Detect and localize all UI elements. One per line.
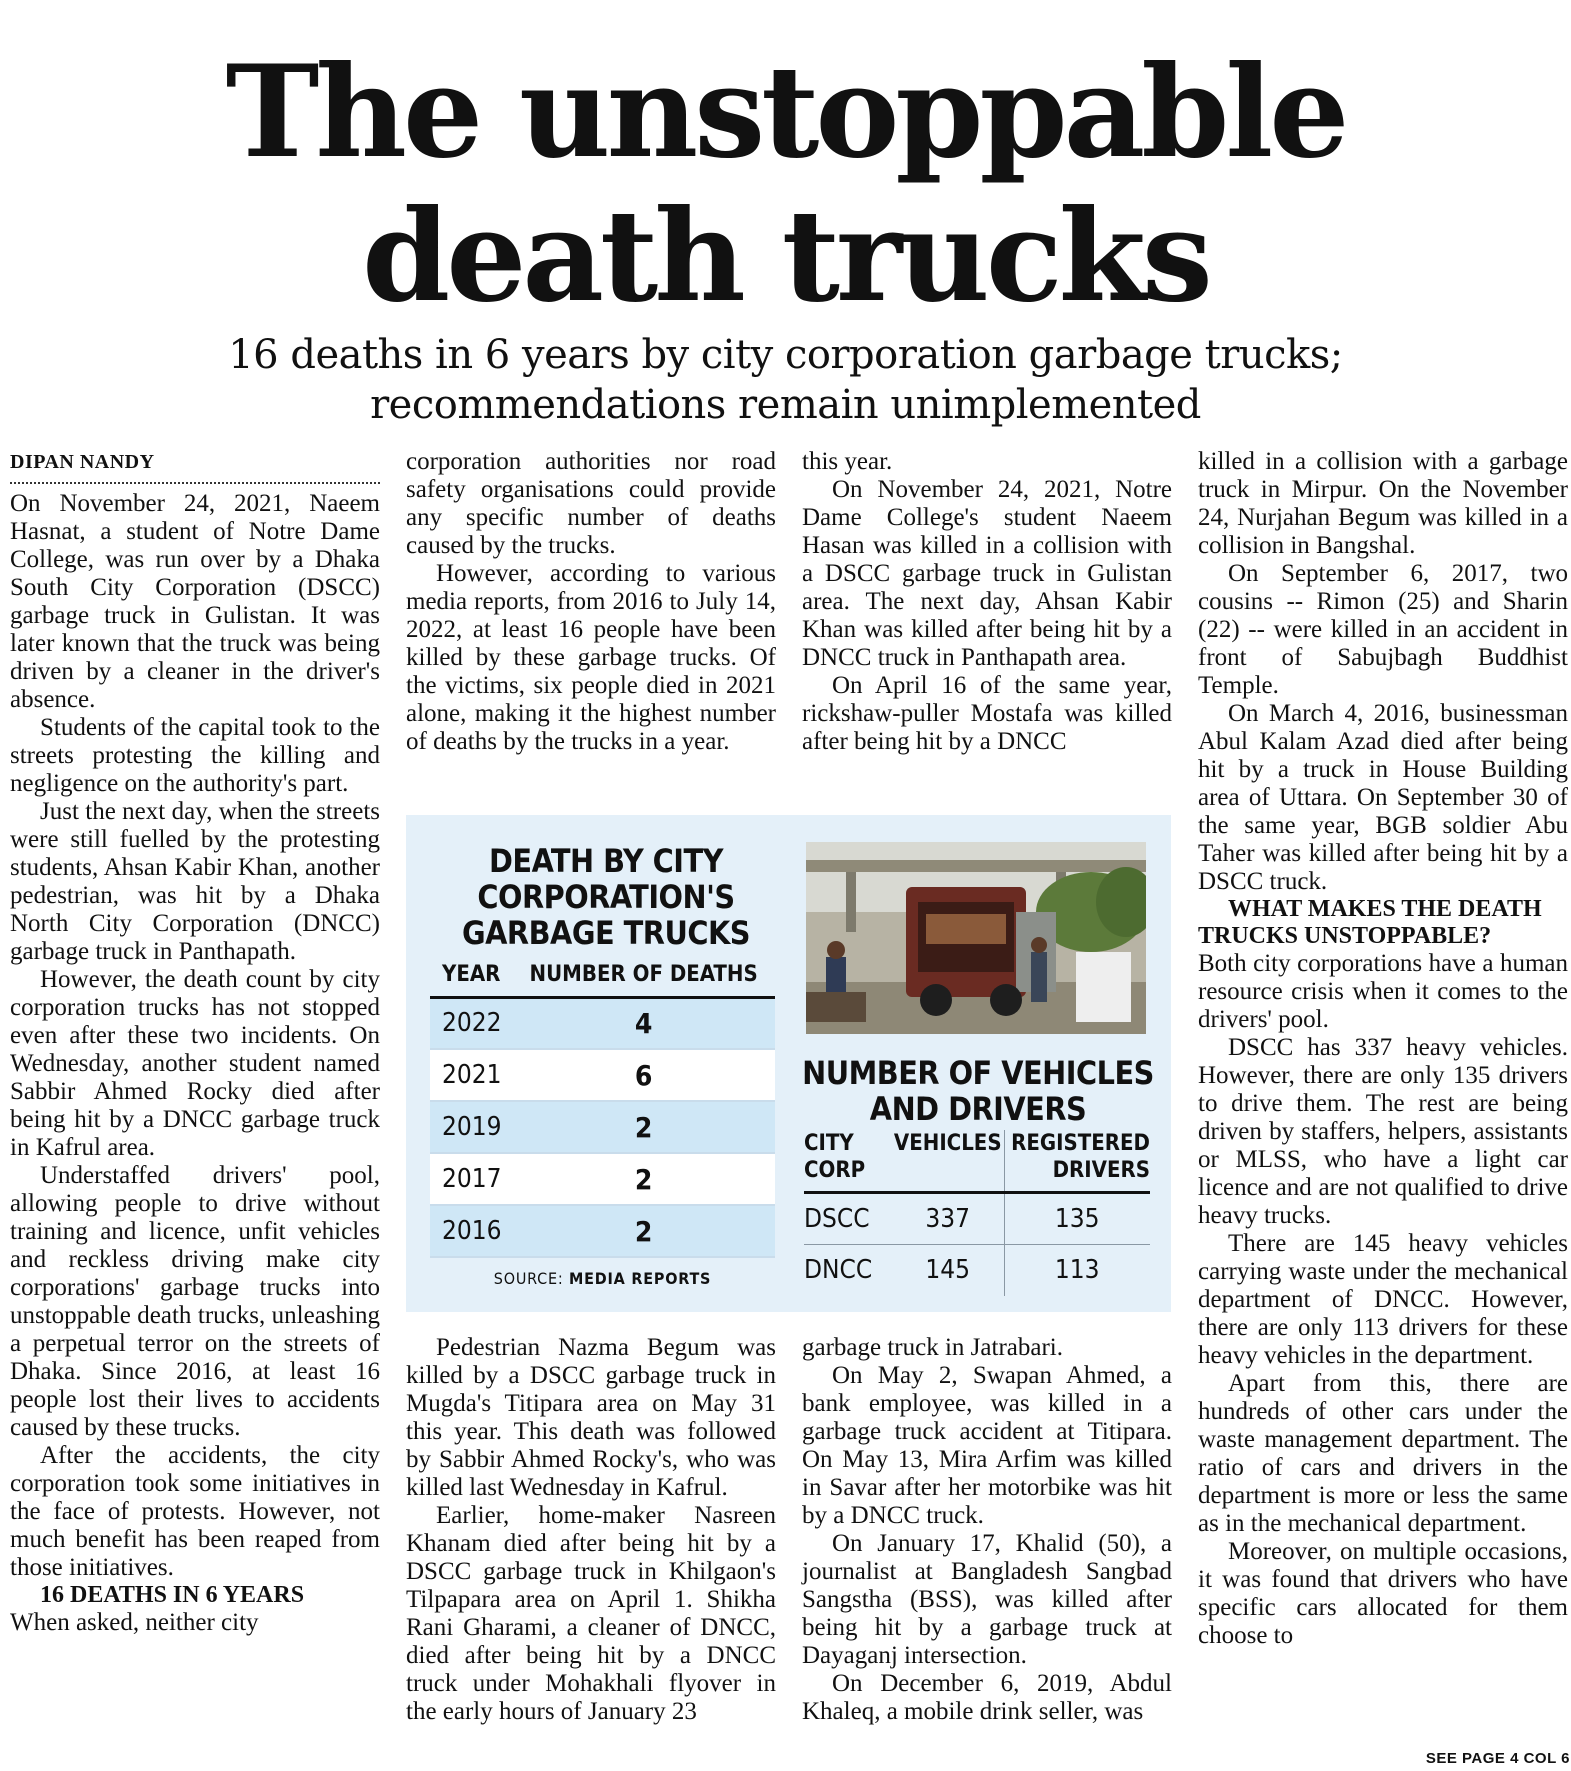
paragraph: Both city corporations have a human resource crisis when it comes to the drivers' pool. (1198, 950, 1568, 1033)
city-corp-cell: DNCC (804, 1255, 873, 1286)
article-column-2-top (406, 448, 776, 756)
article-column-4 (1198, 448, 1568, 1650)
paragraph: killed in a collision with a garbage truck in Mirpur. On the November 24, Nurjahan Begum was killed in a collision in Bangshal. (1198, 448, 1568, 559)
column-header-city-corp: CITY CORP (804, 1130, 892, 1192)
infographic (406, 815, 1171, 1312)
deaths-cell: 6 (512, 1049, 775, 1101)
city-corp-cell: DSCC (804, 1192, 892, 1244)
paragraph: Moreover, on multiple occasions, it was found that drivers who have specific cars allocated for them choose to (1198, 1538, 1568, 1649)
article-column-2-bottom (406, 1334, 776, 1726)
drivers-cell: 135 (1004, 1192, 1150, 1244)
paragraph: On November 24, 2021, Naeem Hasnat, a student of Notre Dame College, was run over by a Dhaka South City Corporation (DSCC) garbage truck in Gulistan. It was later known that the truck was being driven by a cleaner in the driver's absence. (10, 490, 380, 713)
table-row (430, 1049, 775, 1101)
source-note (430, 1269, 775, 1288)
continued-jump-line: SEE PAGE 4 COL 6 (1425, 1750, 1570, 1767)
section-subheading: 16 DEATHS IN 6 YEARS (40, 1582, 305, 1608)
vehicles-drivers-table (804, 1130, 1150, 1296)
garbage-truck-photo (806, 842, 1146, 1034)
subheadline-line-2: recommendations remain unimplemented (370, 382, 1201, 428)
table-row (430, 1101, 775, 1153)
column-header-deaths: NUMBER OF DEATHS (512, 953, 775, 997)
table-row (804, 1244, 1150, 1296)
source-value: MEDIA REPORTS (568, 1269, 712, 1288)
paragraph: DSCC has 337 heavy vehicles. However, there are only 135 drivers to drive them. The rest are being driven by staffers, helpers, assistants or MLSS, who have a light car licence and are not qualified to drive heavy trucks. (1198, 1034, 1568, 1229)
paragraph: On April 16 of the same year, rickshaw-puller Mostafa was killed after being hit by a DNCC (802, 672, 1172, 755)
drivers-cell: 113 (1054, 1255, 1100, 1286)
paragraph: On March 4, 2016, businessman Abul Kalam Azad died after being hit by a truck in House Building area of Uttara. On September 30 of the same year, BGB soldier Abu Taher was killed after being hit by a DSCC truck. (1198, 700, 1568, 895)
paragraph: Understaffed drivers' pool, allowing people to drive without training and licence, unfit vehicles and reckless driving make city corporations' garbage trucks into unstoppable death trucks, unleashing a perpetual terror on the streets of Dhaka. Since 2016, at least 16 people lost their lives to accidents caused by these trucks. (10, 1162, 380, 1441)
garbage-truck-photo-illustration (806, 842, 1146, 1034)
column-header-registered-drivers: REGISTERED DRIVERS (1004, 1130, 1150, 1192)
table-row (804, 1192, 1150, 1244)
year-cell: 2022 (430, 997, 512, 1049)
headline (0, 40, 1571, 328)
headline-line-1: The unstoppable (225, 38, 1346, 186)
source-label: SOURCE: (493, 1269, 564, 1288)
headline-line-2: death trucks (362, 182, 1209, 330)
year-cell: 2016 (430, 1205, 512, 1257)
paragraph: When asked, neither city (10, 1609, 259, 1636)
paragraph: On January 17, Khalid (50), a journalist at Bangladesh Sangbad Sangstha (BSS), was killed after being hit by a garbage truck at Dayaganj intersection. (802, 1530, 1172, 1669)
subheadline-line-1: 16 deaths in 6 years by city corporation garbage trucks; (228, 332, 1343, 378)
article-column-3-bottom (802, 1334, 1172, 1726)
paragraph: corporation authorities nor road safety organisations could provide any specific number of deaths caused by the trucks. (406, 448, 776, 559)
column-header-vehicles: VEHICLES (892, 1130, 1004, 1192)
deaths-table-title: DEATH BY CITY CORPORATION'S GARBAGE TRUCKS (462, 842, 750, 952)
year-cell: 2021 (430, 1049, 512, 1101)
table-row (430, 997, 775, 1049)
paragraph: On December 6, 2019, Abdul Khaleq, a mobile drink seller, was (802, 1670, 1172, 1725)
article-column-3-top (802, 448, 1172, 756)
paragraph: Pedestrian Nazma Begum was killed by a DSCC garbage truck in Mugda's Titipara area on May 31 this year. This death was followed by Sabbir Ahmed Rocky's, who was killed last Wednesday in Kafrul. (406, 1334, 776, 1501)
deaths-cell: 2 (512, 1153, 775, 1205)
byline: DIPAN NANDY (10, 448, 380, 484)
paragraph: However, according to various media reports, from 2016 to July 14, 2022, at least 16 people have been killed by these garbage trucks. Of the victims, six people died in 2021 alone, making it the highest number of deaths by the trucks in a year. (406, 560, 776, 755)
paragraph: this year. (802, 448, 893, 475)
deaths-cell: 2 (512, 1205, 775, 1257)
paragraph: On September 6, 2017, two cousins -- Rimon (25) and Sharin (22) -- were killed in an accident in front of Sabujbagh Buddhist Temple. (1198, 560, 1568, 699)
paragraph: After the accidents, the city corporation took some initiatives in the face of protests. However, not much benefit has been reaped from those initiatives. (10, 1442, 380, 1581)
paragraph: Students of the capital took to the streets protesting the killing and negligence on the authority's part. (10, 714, 380, 797)
paragraph: However, the death count by city corporation trucks has not stopped even after these two incidents. On Wednesday, another student named Sabbir Ahmed Rocky died after being hit by a DNCC garbage truck in Kafrul area. (10, 966, 380, 1161)
vehicles-cell: 145 (892, 1244, 1004, 1296)
paragraph: There are 145 heavy vehicles carrying waste under the mechanical department of DNCC. However, there are only 113 drivers for these heavy vehicles in the department. (1198, 1230, 1568, 1369)
vehicles-drivers-title: NUMBER OF VEHICLES AND DRIVERS (802, 1054, 1154, 1128)
deaths-cell: 2 (512, 1101, 775, 1153)
paragraph: garbage truck in Jatrabari. (802, 1334, 1063, 1361)
paragraph: On November 24, 2021, Notre Dame College's student Naeem Hasan was killed in a collision with a DSCC garbage truck in Gulistan area. The next day, Ahsan Kabir Khan was killed after being hit by a DNCC truck in Panthapath area. (802, 476, 1172, 671)
paragraph: Just the next day, when the streets were still fuelled by the protesting students, Ahsan Kabir Khan, another pedestrian, was hit by a Dhaka North City Corporation (DNCC) garbage truck in Panthapath. (10, 798, 380, 965)
deaths-cell: 4 (512, 997, 775, 1049)
article-column-1 (10, 448, 380, 1637)
subheadline (0, 330, 1571, 430)
deaths-table (430, 953, 775, 1258)
year-cell: 2019 (430, 1101, 512, 1153)
paragraph: Earlier, home-maker Nasreen Khanam died after being hit by a DSCC garbage truck in Khilgaon's Tilpapara area on April 1. Shikha Rani Gharami, a cleaner of DNCC, died after being hit by a DNCC truck under Mohakhali flyover in the early hours of January 23 (406, 1502, 776, 1725)
paragraph: Apart from this, there are hundreds of other cars under the waste management department. The ratio of cars and drivers in the department is more or less the same as in the mechanical department. (1198, 1370, 1568, 1537)
vehicles-cell: 337 (892, 1192, 1004, 1244)
section-subheading: WHAT MAKES THE DEATH TRUCKS UNSTOPPABLE? (1198, 896, 1542, 949)
table-row (430, 1205, 775, 1257)
paragraph: On May 2, Swapan Ahmed, a bank employee, was killed in a garbage truck accident at Titipara. On May 13, Mira Arfim was killed in Savar after her motorbike was hit by a DNCC truck. (802, 1362, 1172, 1529)
year-cell: 2017 (430, 1153, 512, 1205)
table-row (430, 1153, 775, 1205)
column-header-year: YEAR (430, 953, 512, 997)
